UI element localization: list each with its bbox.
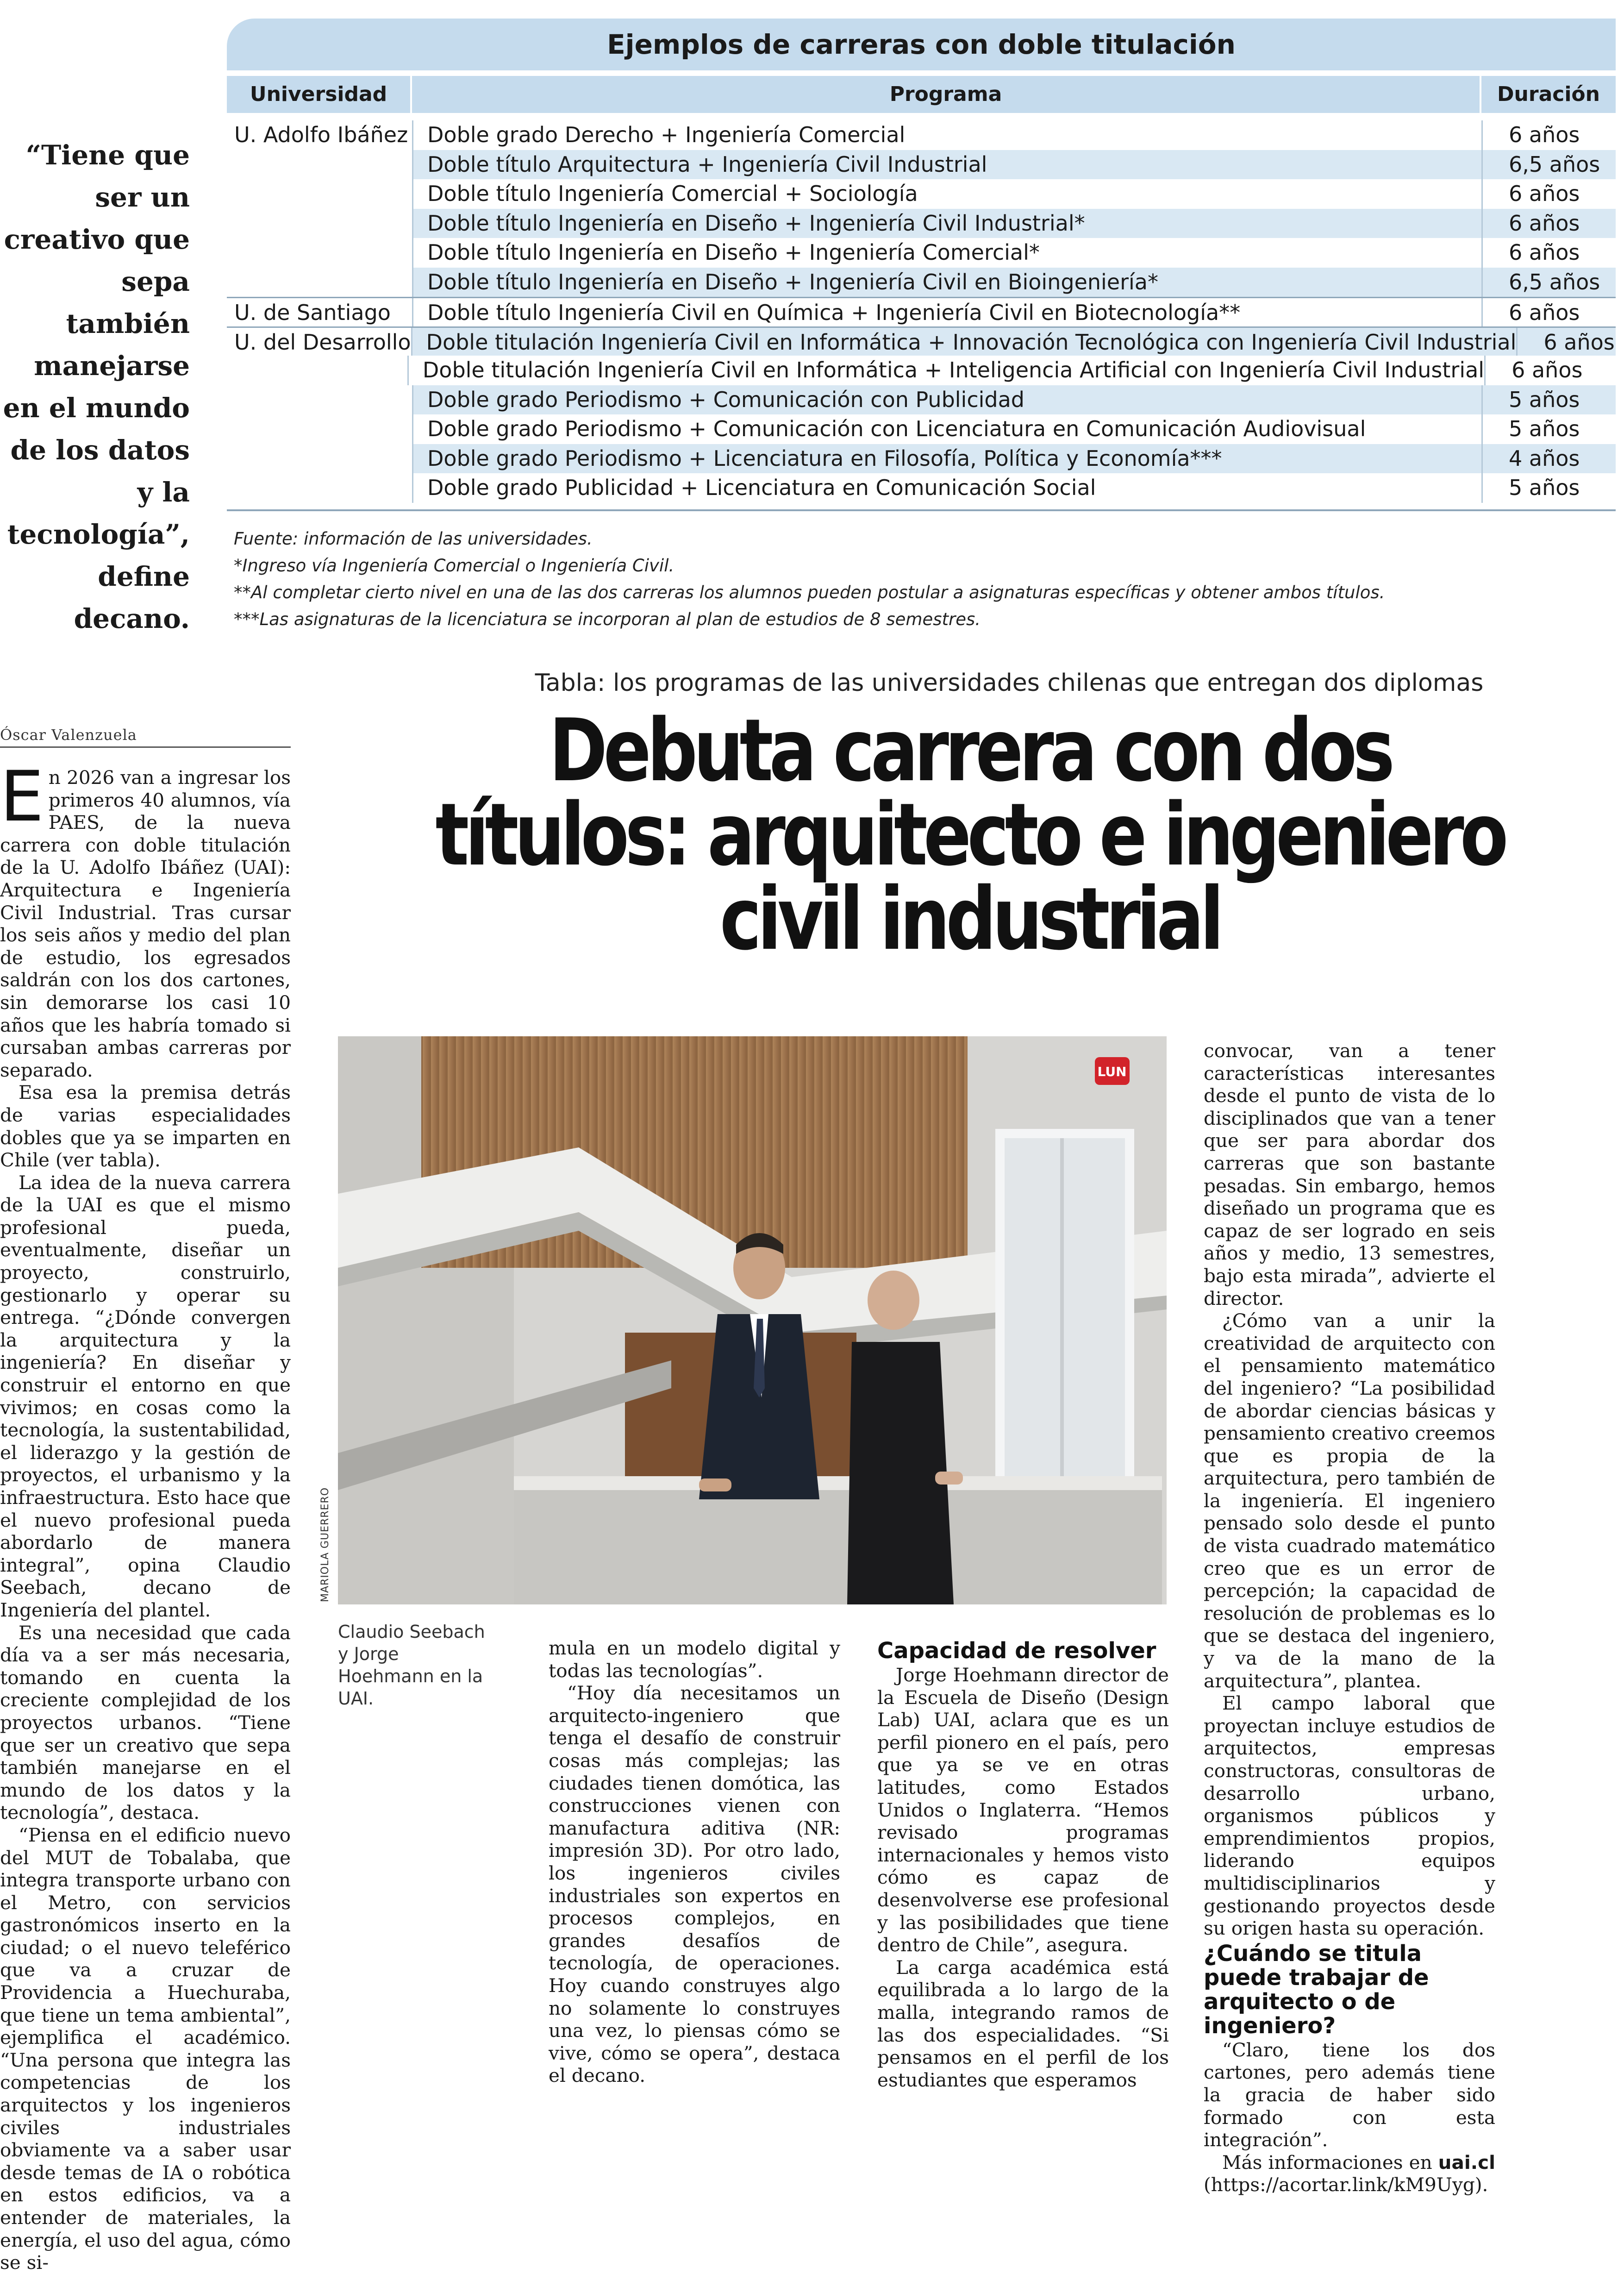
website-link[interactable]: uai.cl: [1438, 2151, 1495, 2174]
cell-duracion: 5 años: [1481, 385, 1616, 415]
table-row: [227, 473, 1616, 503]
paragraph: ¿Cómo van a unir la creatividad de arquitecto con el pensamiento matemático del ingeniero? “La posibilidad de abordar ciencias básicas y pensamiento creativo creemos que es propia de la arquitectura, pero también de la ingeniería. El ingeniero pensado solo desde el punto de vista cuadrado matemático creo que es un error de percepción; la capacidad de resolución de problemas es lo que se destaca del ingeniero, y va de la mano de la arquitectura”, plantea.: [1204, 1309, 1495, 1692]
paragraph-text: n 2026 van a ingresar los primeros 40 alumnos, vía PAES, de la nueva carrera con doble titulación de la U. Adolfo Ibáñez (UAI): Arquitectura e Ingeniería Civil Industrial. Tras cursar los seis años y medio del plan de estudio, los egresados saldrán con los dos cartones, sin demorarse los casi 10 años que les habría tomado si cursaban ambas carreras por separado.: [0, 766, 291, 1081]
more-info-text: Más informaciones en: [1222, 2151, 1438, 2174]
photo-credit: [319, 1487, 333, 1602]
cell-programa: Doble título Ingeniería Comercial + Sociología: [412, 179, 1481, 209]
double-degree-table: [227, 19, 1616, 511]
paragraph: Es una necesidad que cada día va a ser más necesaria, tomando en cuenta la creciente complejidad de los proyectos urbanos. “Tiene que ser un creativo que sepa también manejarse en el mundo de los datos y la tecnología”, destaca.: [0, 1621, 291, 1824]
cell-universidad: [227, 209, 412, 238]
cell-universidad: U. de Santiago: [234, 300, 391, 325]
table-header-row: [227, 76, 1616, 113]
cell-universidad: [227, 150, 412, 180]
cell-duracion: 6 años: [1484, 356, 1616, 385]
byline: Óscar Valenzuela: [0, 726, 291, 748]
note-3: ***Las asignaturas de la licenciatura se incorporan al plan de estudios de 8 semestres.: [234, 609, 981, 629]
short-link[interactable]: (https://acortar.link/kM9Uyg).: [1204, 2174, 1488, 2196]
photo-credit-text: MARIOLA GUERRERO: [319, 1487, 331, 1602]
header-programa: Programa: [412, 76, 1481, 113]
paragraph: [0, 757, 291, 1081]
cell-universidad: [227, 385, 412, 415]
cell-duracion: 6,5 años: [1481, 150, 1616, 180]
kicker: Tabla: los programas de las universidades chilenas que entregan dos diplomas: [535, 669, 1484, 697]
cell-universidad: [227, 179, 412, 209]
cell-universidad: U. Adolfo Ibáñez: [234, 122, 408, 147]
table-row: [227, 356, 1616, 385]
article-column-4: [1204, 1040, 1495, 2196]
cell-duracion: 4 años: [1481, 444, 1616, 474]
table-title: Ejemplos de carreras con doble titulación: [227, 19, 1616, 70]
cell-programa: Doble grado Derecho + Ingeniería Comercial: [412, 120, 1481, 150]
table-row: [227, 326, 1616, 356]
table-body: [227, 120, 1616, 503]
cell-universidad: [227, 473, 412, 503]
paragraph: “Claro, tiene los dos cartones, pero además tiene la gracia de haber sido formado con esta integración”.: [1204, 2038, 1495, 2151]
cell-duracion: 6 años: [1516, 328, 1616, 356]
paragraph: “Piensa en el edificio nuevo del MUT de Tobalaba, que integra transporte urbano con el Metro, con servicios gastronómicos inserto en la ciudad; o el nuevo teleférico que va a cruzar de Providencia a Huechuraba, que tiene un tema ambiental”, ejemplifica el académico. “Una persona que integra las competencias de los arquitectos y los ingenieros civiles industriales obviamente va a saber usar desde temas de IA o robótica en estos edificios, va a entender de materiales, la energía, el uso del agua, cómo se si-: [0, 1823, 291, 2274]
header-universidad: Universidad: [227, 76, 412, 113]
cell-universidad: [227, 268, 412, 297]
table-row: [227, 120, 1616, 150]
cell-programa: Doble título Ingeniería en Diseño + Ingeniería Civil en Bioingeniería*: [412, 268, 1481, 297]
paragraph: convocar, van a tener características interesantes desde el punto de vista de lo disciplinados que van a tener que ser para abordar dos carreras que son bastante pesadas. Sin embargo, hemos diseñado un programa que es capaz de ser logrado en seis años y medio, 13 semestres, bajo esta mirada”, advierte el director.: [1204, 1040, 1495, 1309]
cell-programa: Doble titulación Ingeniería Civil en Informática + Innovación Tecnológica con Ingeniería Civil Industrial: [411, 328, 1517, 356]
note-source: Fuente: información de las universidades.: [234, 529, 593, 549]
cell-duracion: 6 años: [1481, 179, 1616, 209]
article-photo: [338, 1036, 1167, 1604]
cell-duracion: 5 años: [1481, 414, 1616, 444]
cell-programa: Doble grado Periodismo + Comunicación con Licenciatura en Comunicación Audiovisual: [412, 414, 1481, 444]
cell-duracion: 6,5 años: [1481, 268, 1616, 297]
paragraph: La carga académica está equilibrada a lo largo de la malla, integrando ramos de las dos especialidades. “Si pensamos en el perfil de los estudiantes que esperamos: [877, 1956, 1169, 2091]
subheading: Capacidad de resolver: [877, 1638, 1156, 1664]
paragraph: [1204, 2151, 1495, 2196]
dropcap: E: [0, 757, 44, 837]
article-column-3: [877, 1637, 1169, 2091]
note-1: *Ingreso vía Ingeniería Comercial o Ingeniería Civil.: [234, 556, 675, 576]
table-notes: [234, 526, 1618, 633]
lun-badge: LUN: [1097, 1064, 1127, 1079]
paragraph: La idea de la nueva carrera de la UAI es que el mismo profesional pueda, eventualmente, diseñar un proyecto, construirlo, gestionarlo y operar su entrega. “¿Dónde convergen la arquitectura y la ingeniería? En diseñar y construir el entorno en que vivimos; en cosas como la tecnología, la sustentabilidad, el liderazgo y la gestión de proyectos, el urbanismo y la infraestructura. Esto hace que el nuevo profesional pueda abordarlo de manera integral”, opina Claudio Seebach, decano de Ingeniería del plantel.: [0, 1171, 291, 1621]
table-row: [227, 209, 1616, 238]
cell-universidad: [227, 356, 407, 385]
paragraph: Jorge Hoehmann director de la Escuela de Diseño (Design Lab) UAI, aclara que es un perfil pionero en el país, pero que ya se ve en otras latitudes, como Estados Unidos o Inglaterra. “Hemos revisado programas internacionales y hemos visto cómo es capaz de desenvolverse ese profesional y las posibilidades que tiene dentro de Chile”, asegura.: [877, 1664, 1169, 1956]
headline: Debuta carrera con dos títulos: arquitecto e ingeniero civil industrial: [435, 700, 1505, 969]
cell-duracion: 5 años: [1481, 473, 1616, 503]
cell-duracion: 6 años: [1481, 298, 1616, 326]
table-row: [227, 414, 1616, 444]
pull-quote: “Tiene que ser un creativo que sepa también manejarse en el mundo de los datos y la tecnología”, define decano.: [3, 139, 190, 634]
paragraph: mula en un modelo digital y todas las tecnologías”.: [549, 1637, 840, 1682]
cell-programa: Doble título Ingeniería en Diseño + Ingeniería Comercial*: [412, 238, 1481, 268]
table-row: [227, 444, 1616, 474]
photo-illustration: [338, 1036, 1167, 1604]
photo-caption: Claudio Seebach y Jorge Hoehmann en la UAI.: [338, 1622, 485, 1709]
cell-duracion: 6 años: [1481, 238, 1616, 268]
cell-universidad: [227, 414, 412, 444]
cell-programa: Doble grado Periodismo + Licenciatura en Filosofía, Política y Economía***: [412, 444, 1481, 474]
table-row: [227, 385, 1616, 415]
table-row: [227, 179, 1616, 209]
cell-programa: Doble título Ingeniería en Diseño + Ingeniería Civil Industrial*: [412, 209, 1481, 238]
cell-universidad: U. del Desarrollo: [234, 329, 411, 355]
table-row: [227, 150, 1616, 180]
cell-programa: Doble grado Periodismo + Comunicación con Publicidad: [412, 385, 1481, 415]
paragraph: El campo laboral que proyectan incluye estudios de arquitectos, empresas constructoras, consultoras de desarrollo urbano, organismos públicos y emprendimientos propios, liderando equipos multidisciplinarios y gestionando proyectos desde su origen hasta su operación.: [1204, 1692, 1495, 1940]
table-row: [227, 238, 1616, 268]
article-column-1: [0, 757, 291, 2274]
cell-duracion: 6 años: [1481, 120, 1616, 150]
paragraph: “Hoy día necesitamos un arquitecto-ingeniero que tenga el desafío de construir cosas más complejas; las ciudades tienen domótica, las construcciones vienen con manufactura aditiva (NR: impresión 3D). Por otro lado, los ingenieros civiles industriales son expertos en procesos complejos, en grandes desafíos de tecnología, de operaciones. Hoy cuando construyes algo no solamente lo construyes una vez, lo piensas cómo se vive, cómo se opera”, destaca el decano.: [549, 1682, 840, 2087]
paragraph: Esa esa la premisa detrás de varias especialidades dobles que ya se imparten en Chile (ver tabla).: [0, 1081, 291, 1171]
cell-programa: Doble grado Publicidad + Licenciatura en Comunicación Social: [412, 473, 1481, 503]
article-column-2: [549, 1637, 840, 2087]
header-duracion: Duración: [1497, 82, 1600, 106]
table-row: [227, 297, 1616, 326]
cell-universidad: [227, 444, 412, 474]
table-row: [227, 268, 1616, 297]
note-2: **Al completar cierto nivel en una de las dos carreras los alumnos pueden postular a asignaturas específicas y obtener ambos títulos.: [234, 583, 1385, 602]
cell-programa: Doble titulación Ingeniería Civil en Informática + Inteligencia Artificial con Ingeniería Civil Industrial: [407, 356, 1484, 385]
cell-universidad: [227, 238, 412, 268]
cell-programa: Doble título Arquitectura + Ingeniería Civil Industrial: [412, 150, 1481, 180]
table-bottom-rule: [227, 509, 1616, 511]
cell-duracion: 6 años: [1481, 209, 1616, 238]
cell-programa: Doble título Ingeniería Civil en Química + Ingeniería Civil en Biotecnología**: [412, 298, 1481, 326]
subheading-question: ¿Cuándo se titula puede trabajar de arquitecto o de ingeniero?: [1204, 1940, 1429, 2039]
